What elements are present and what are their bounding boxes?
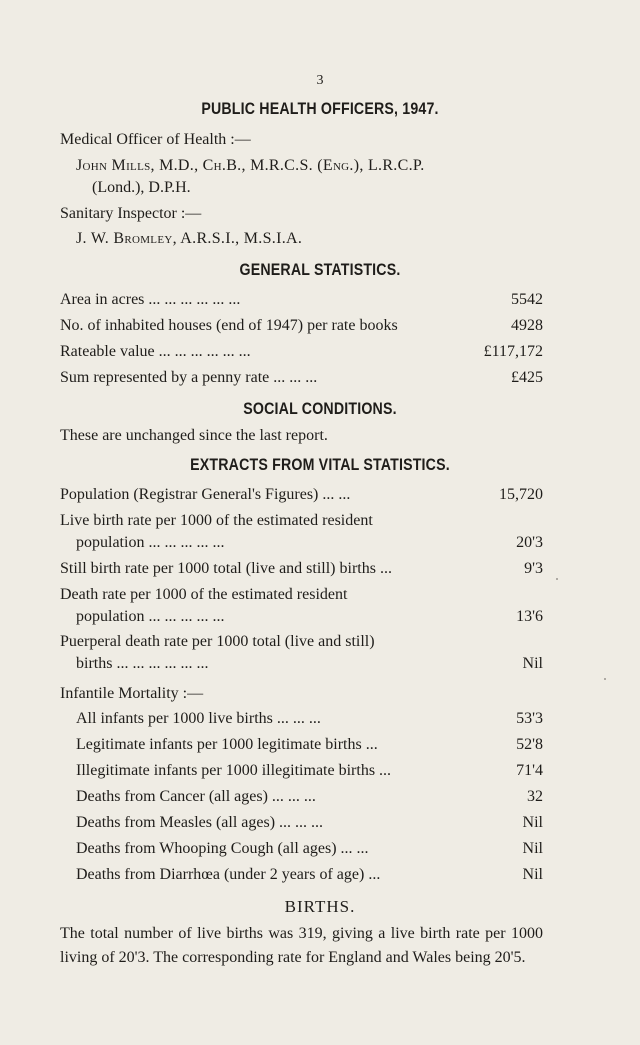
vital-statistics-heading: EXTRACTS FROM VITAL STATISTICS. — [190, 456, 450, 474]
infantile-row-value: 53'3 — [516, 710, 543, 727]
moh-label: Medical Officer of Health :— — [60, 131, 251, 148]
infantile-row-value: Nil — [522, 814, 543, 831]
general-row-label: Sum represented by a penny rate ... ... ... — [60, 369, 318, 386]
infantile-row-label: Illegitimate infants per 1000 illegitimate births ... — [76, 762, 392, 779]
still-birth-rate-label: Still birth rate per 1000 total (live and still) births ... — [60, 560, 392, 577]
officers-heading: PUBLIC HEALTH OFFICERS, 1947. — [201, 100, 439, 118]
infantile-row-value: 71'4 — [516, 762, 543, 779]
death-rate-value: 13'6 — [516, 608, 543, 625]
page-number: 3 — [316, 73, 324, 88]
moh-name-line1: John Mills, M.D., Ch.B., M.R.C.S. (Eng.), L.R.C.P. — [76, 157, 425, 174]
general-row-label: Rateable value ... ... ... ... ... ... — [60, 343, 251, 360]
sanitary-inspector-label: Sanitary Inspector :— — [60, 205, 202, 222]
population-value: 15,720 — [499, 486, 543, 503]
social-conditions-text: These are unchanged since the last report. — [60, 427, 328, 444]
puerperal-death-rate-label: Puerperal death rate per 1000 total (live and still) — [60, 633, 375, 650]
infantile-row-value: Nil — [522, 866, 543, 883]
sanitary-inspector-name: J. W. Bromley, A.R.S.I., M.S.I.A. — [76, 230, 303, 247]
general-row-label: Area in acres ... ... ... ... ... ... — [60, 291, 241, 308]
infantile-row-label: Deaths from Diarrhœa (under 2 years of age) ... — [76, 866, 381, 883]
population-label: Population (Registrar General's Figures) ... ... — [60, 486, 351, 503]
live-birth-rate-value: 20'3 — [516, 534, 543, 551]
general-row-label: No. of inhabited houses (end of 1947) per rate books — [60, 317, 398, 334]
infantile-mortality-label: Infantile Mortality :— — [60, 685, 204, 702]
live-birth-rate-label: Live birth rate per 1000 of the estimated resident — [60, 512, 373, 529]
general-row-value: 4928 — [511, 317, 543, 334]
general-row-value: £117,172 — [483, 343, 543, 360]
social-conditions-heading: SOCIAL CONDITIONS. — [243, 400, 397, 418]
puerperal-death-rate-label-cont: births ... ... ... ... ... ... — [76, 655, 209, 672]
paper-blemish — [604, 678, 606, 680]
general-row-value: £425 — [511, 369, 543, 386]
infantile-row-label: All infants per 1000 live births ... ... ... — [76, 710, 321, 727]
infantile-row-value: 52'8 — [516, 736, 543, 753]
live-birth-rate-label-cont: population ... ... ... ... ... — [76, 534, 225, 551]
infantile-row-label: Deaths from Measles (all ages) ... ... ... — [76, 814, 324, 831]
infantile-row-label: Deaths from Whooping Cough (all ages) ... ... — [76, 840, 369, 857]
puerperal-death-rate-value: Nil — [522, 655, 543, 672]
infantile-row-label: Deaths from Cancer (all ages) ... ... ... — [76, 788, 316, 805]
infantile-row-value: Nil — [522, 840, 543, 857]
death-rate-label-cont: population ... ... ... ... ... — [76, 608, 225, 625]
moh-name-line2: (Lond.), D.P.H. — [92, 179, 191, 196]
births-heading: BIRTHS. — [284, 897, 356, 916]
still-birth-rate-value: 9'3 — [524, 560, 543, 577]
infantile-row-value: 32 — [527, 788, 543, 805]
paper-blemish — [556, 578, 558, 580]
death-rate-label: Death rate per 1000 of the estimated resident — [60, 586, 348, 603]
births-paragraph: The total number of live births was 319, giving a live birth rate per 1000 living of 20'3. The corresponding rate for England and Wales being 20'5. — [60, 925, 543, 966]
infantile-row-label: Legitimate infants per 1000 legitimate births ... — [76, 736, 378, 753]
general-row-value: 5542 — [511, 291, 543, 308]
general-statistics-heading: GENERAL STATISTICS. — [239, 261, 401, 279]
